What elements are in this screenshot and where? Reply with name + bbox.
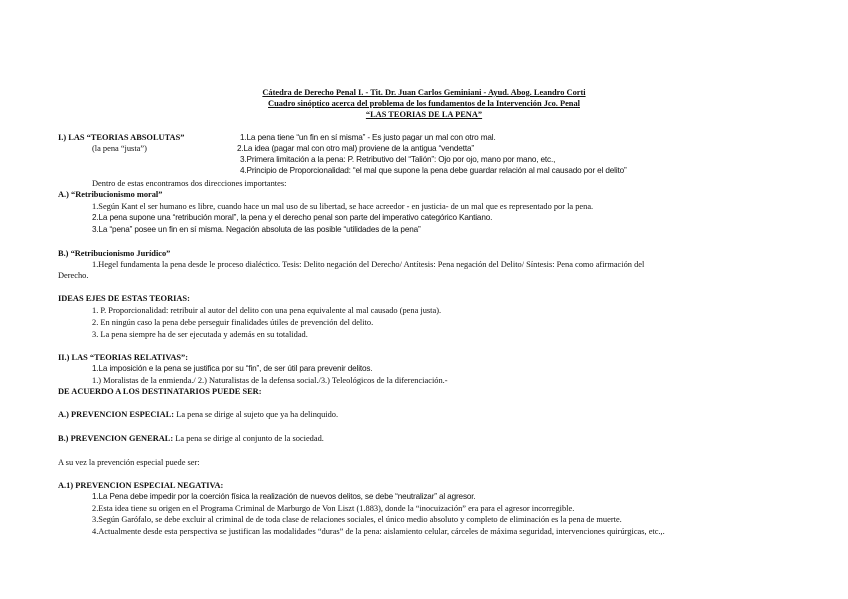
absolutas-subheading: (la pena “justa”) [92, 144, 147, 153]
absolutas-point-2: 2.La idea (pagar mal con otro mal) proviene de la antigua “vendetta” [237, 144, 474, 153]
prevencion-especial [58, 410, 338, 420]
ideas-point-3: 3. La pena siempre ha de ser ejecutada y además en su totalidad. [92, 330, 308, 339]
moral-point-2: 2.La pena supone una “retribución moral”, la pena y el derecho penal son parte del imperativo categórico Kantiano. [92, 213, 493, 222]
ideas-point-2: 2. En ningún caso la pena debe perseguir finalidades útiles de prevención del delito. [92, 318, 374, 327]
relativas-heading: II.) LAS “TEORIAS RELATIVAS”: [58, 353, 189, 362]
ideas-point-1: 1. P. Proporcionalidad: retribuir al autor del delito con una pena equivalente al mal causado (pena justa). [92, 306, 442, 315]
prevencion-especial-label: A.) PREVENCION ESPECIAL: [58, 410, 175, 419]
moral-heading: A.) “Retribucionismo moral” [58, 190, 163, 199]
destinatarios-heading: DE ACUERDO A LOS DESTINATARIOS PUEDE SER: [58, 387, 262, 396]
absolutas-point-4: 4.Principio de Proporcionalidad: “el mal que supone la pena debe guardar relación al mal causado por el delito” [240, 166, 627, 175]
su-vez-text: A su vez la prevención especial puede ser: [58, 458, 200, 467]
juridico-point-1: 1.Hegel fundamenta la pena desde le proceso dialéctico. Tesis: Delito negación del Derecho/ Antítesis: Pena negación del Delito/ Síntesis: Pena como afirmación del [92, 260, 645, 269]
header-subject-line: Cuadro sinóptico acerca del problema de los fundamentos de la Intervención Jco. Penal [268, 99, 580, 108]
juridico-heading: B.) “Retribucionismo Jurídico” [58, 249, 171, 258]
header-title: “LAS TEORIAS DE LA PENA” [365, 110, 483, 119]
prevencion-general [58, 434, 324, 444]
absolutas-point-1: 1.La pena tiene “un fin en sí misma” - Es justo pagar un mal con otro mal. [240, 133, 496, 142]
negativa-heading: A.1) PREVENCION ESPECIAL NEGATIVA: [58, 481, 224, 490]
moral-point-1: 1.Según Kant el ser humano es libre, cuando hace un mal uso de su libertad, se hace acreedor - en justicia- de un mal que es representado por la pena. [92, 202, 594, 211]
header-chair-line: Cátedra de Derecho Penal I. - Tit. Dr. Juan Carlos Geminiani - Ayud. Abog. Leandro Corti [262, 88, 586, 97]
moral-point-3: 3.La “pena” posee un fin en sí misma. Negación absoluta de las posible “utilidades de la pena” [92, 225, 421, 234]
negativa-point-4: 4.Actualmente desde esta perspectiva se justifican las modalidades “duras” de la pena: aislamiento celular, cárceles de máxima seguridad, intervenciones quirúrgicas, etc.,. [92, 527, 665, 536]
absolutas-intro: Dentro de estas encontramos dos direcciones importantes: [92, 179, 287, 188]
prevencion-especial-text: La pena se dirige al sujeto que ya ha delinquido. [174, 410, 339, 419]
ideas-heading: IDEAS EJES DE ESTAS TEORIAS: [58, 294, 190, 303]
negativa-point-2: 2.Esta idea tiene su origen en el Programa Criminal de Marburgo de Von Liszt (1.883), donde la “inocuización” era para el agresor incorregible. [92, 504, 575, 513]
relativas-point-1: 1.La imposición e la pena se justifica por su “fin”, de ser útil para prevenir delitos. [92, 364, 373, 373]
prevencion-general-label: B.) PREVENCION GENERAL: [58, 434, 174, 443]
prevencion-general-text: La pena se dirige al conjunto de la sociedad. [173, 434, 324, 443]
negativa-point-1: 1.La Pena debe impedir por la coerción física la realización de nuevos delitos, se debe “neutralizar” al agresor. [92, 492, 476, 501]
relativas-point-2: 1.) Moralistas de la enmienda./ 2.) Naturalistas de la defensa social./3.) Teleológicos de la diferenciación.- [92, 376, 448, 385]
negativa-point-3: 3.Según Garófalo, se debe excluir al criminal de de toda clase de relaciones sociales, el único medio absoluto y completo de eliminación es la pena de muerte. [92, 515, 622, 524]
juridico-point-1-cont: Derecho. [58, 271, 89, 280]
absolutas-heading: I.) LAS “TEORIAS ABSOLUTAS” [58, 133, 185, 142]
absolutas-point-3: 3.Primera limitación a la pena: P. Retributivo del “Talión”: Ojo por ojo, mano por mano, etc., [240, 155, 556, 164]
